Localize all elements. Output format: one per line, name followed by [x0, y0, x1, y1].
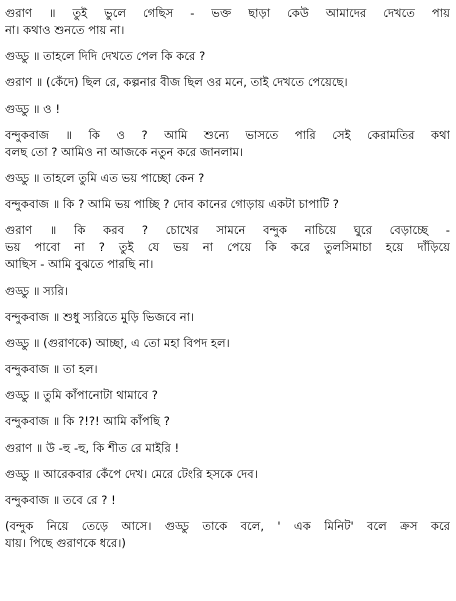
dialogue-line: গুড্ডু ॥ তাহলে দিদি দেখতে পেল কি করে ?: [5, 49, 206, 64]
dialogue-line: বলছ তো ? আমিও না আজকে নতুন করে জানলাম।: [5, 144, 244, 159]
dialogue-line: আছিস - আমি বুঝতে পারছি না।: [5, 257, 154, 272]
dialogue-line: গুড্ডু ॥ আরেকবার কেঁপে দেখ। মেরে টেংরি হসকে দেব।: [5, 466, 258, 481]
dialogue-line: বন্দুকবাজ ॥ কি ? আমি ভয় পাচ্ছি ? দোব কানের গোড়ায় একটা চাপাটি ?: [5, 197, 339, 212]
stage-direction-line: যায়। পিছে গুরাণকে ধরে।): [5, 536, 126, 551]
dialogue-line: গুরাণ ॥ তুই ভুলে গেছিস - ভক্ত ছাড়া কেউ আমাদের দেখতে পায়: [5, 6, 450, 20]
dialogue-line: গুড্ডু ॥ ও !: [5, 101, 61, 116]
dialogue-line: গুরাণ ॥ উ -হু -হু, কি শীত রে মাইরি !: [5, 440, 180, 455]
dialogue-line: গুড্ডু ॥ তাহলে তুমি এত ভয় পাচ্ছো কেন ?: [5, 170, 205, 185]
dialogue-line: বন্দুকবাজ ॥ কি ও ? আমি শুন্যে ভাসতে পারি সেই কেরামতির কথা: [5, 127, 450, 142]
dialogue-line: গুরাণ ॥ কি করব ? চোখের সামনে বন্দুক নাচিয়ে ঘুরে বেড়াচ্ছে -: [5, 223, 450, 238]
dialogue-line: বন্দুকবাজ ॥ শুধু স্যরিতে মুড়ি ভিজবে না।: [5, 309, 195, 324]
dialogue-line: ভয় পাবো না ? তুই যে ভয় না পেয়ে কি করে তুলসিমাচা হয়ে দাঁড়িয়ে: [5, 240, 450, 255]
dialogue-line: বন্দুকবাজ ॥ তা হল।: [5, 362, 98, 377]
dialogue-line: বন্দুকবাজ ॥ কি ?!?! আমি কাঁপছি ?: [5, 414, 170, 429]
dialogue-line: গুড্ডু ॥ স্যরি।: [5, 283, 69, 298]
dialogue-line: না। কথাও শুনতে পায় না।: [5, 23, 125, 37]
dialogue-line: বন্দুকবাজ ॥ তবে রে ? !: [5, 493, 116, 507]
dialogue-line: গুড্ডু ॥ (গুরাণকে) আচ্ছা, এ তো মহা বিপদ হল।: [5, 335, 230, 350]
dialogue-line: গুড্ডু ॥ তুমি কাঁপানোটা থামাবে ?: [5, 388, 158, 403]
stage-direction-line: (বন্দুক নিয়ে তেড়ে আসে। গুড্ডু তাকে বলে, ' এক মিনিট' বলে ক্রস করে: [5, 519, 450, 534]
dialogue-line: গুরাণ ॥ (কেঁদে) ছিল রে, কল্পনার বীজ ছিল ওর মনে, তাই দেখতে পেয়েছে।: [5, 75, 348, 90]
